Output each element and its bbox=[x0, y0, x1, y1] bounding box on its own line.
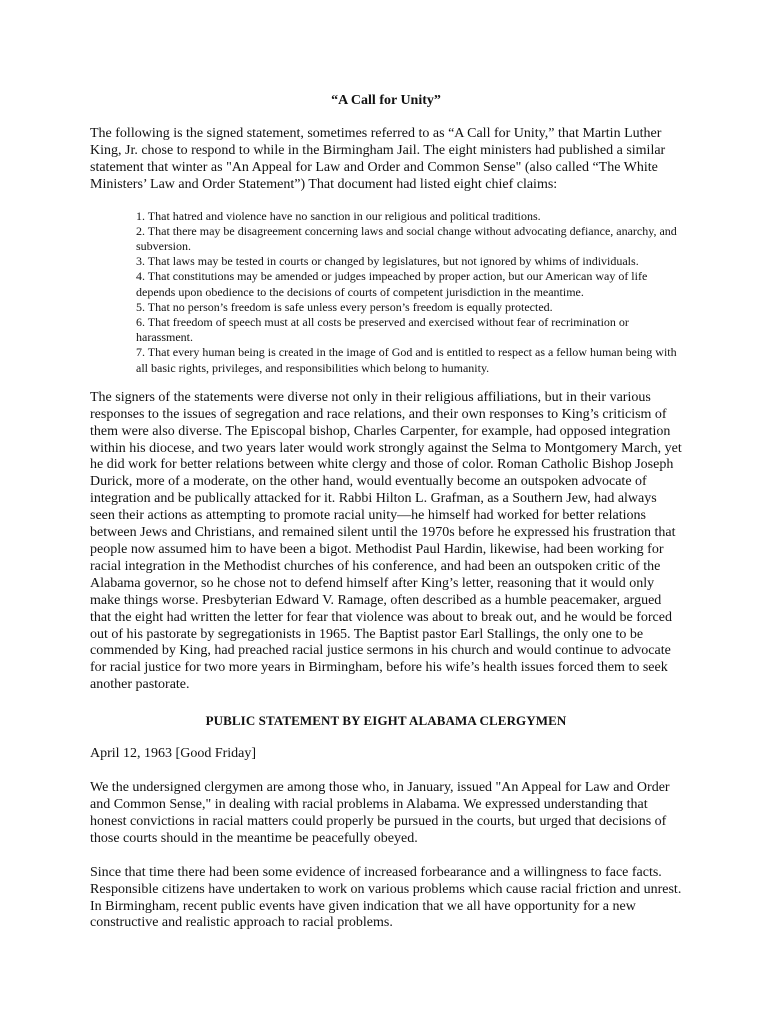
statement-date: April 12, 1963 [Good Friday] bbox=[90, 746, 257, 762]
signers-paragraph: The signers of the statements were diverse not only in their religious affiliations, but in their various responses to the issues of segregation and race relations, and their own responses to King’s criticism of them were also diverse. The Episcopal bishop, Charles Carpenter, for example, had opposed integration within his diocese, and two years later would work strongly against the Selma to Montgomery March, yet he did work for better relations between white clergy and those of color. Roman Catholic Bishop Joseph Durick, more of a moderate, on the other hand, would eventually become an outspoken advocate of integration and be publically attacked for it. Rabbi Hilton L. Grafman, as a Southern Jew, had always seen their actions as attempting to promote racial unity—he himself had worked for better relations between Jews and Christians, and remained silent until the 1970s before he expressed his frustration that people now assumed him to have been a bigot. Methodist Paul Hardin, likewise, had been working for racial integration in the Methodist churches of his conference, and had been an outspoken critic of the Alabama governor, so he chose not to defend himself after King’s letter, reasoning that it would only make things worse. Presbyterian Edward V. Ramage, often described as a humble peacemaker, argued that the eight had written the letter for fear that violence was about to break out, and he would be forced out of his pastorate by segregationists in 1965. The Baptist pastor Earl Stallings, the only one to be commended by King, had preached racial justice sermons in his church and would continue to advocate for racial justice for two more years in Birmingham, before his wife’s health issues forced them to seek another pastorate. bbox=[90, 389, 682, 693]
document-title: “A Call for Unity” bbox=[331, 93, 441, 108]
claim-item: 5. That no person’s freedom is safe unless every person’s freedom is equally protected. bbox=[136, 299, 553, 314]
intro-paragraph: The following is the signed statement, sometimes referred to as “A Call for Unity,” that Martin Luther King, Jr. chose to respond to while in the Birmingham Jail. The eight ministers had published a similar statement that winter as "An Appeal for Law and Order and Common Sense" (also called “The White Ministers’ Law and Order Statement”) That document had listed eight chief claims: bbox=[90, 126, 666, 192]
statement-paragraph-1: We the undersigned clergymen are among those who, in January, issued "An Appeal for Law and Order and Common Sense," in dealing with racial problems in Alabama. We expressed understanding that honest convictions in racial matters could properly be pursued in the courts, but urged that decisions of those courts should in the meantime be peacefully obeyed. bbox=[90, 780, 670, 846]
document-page bbox=[90, 92, 682, 932]
statement-heading: PUBLIC STATEMENT BY EIGHT ALABAMA CLERGYMEN bbox=[205, 713, 567, 729]
statement-paragraph-2: Since that time there had been some evidence of increased forbearance and a willingness to face facts. Responsible citizens have undertaken to work on various problems which cause racial friction and unrest. In Birmingham, recent public events have given indication that we all have opportunity for a new constructive and realistic approach to racial problems. bbox=[90, 864, 682, 931]
claim-item: 4. That constitutions may be amended or judges impeached by proper action, but our American way of life depends upon obedience to the decisions of courts of competent jurisdiction in the meantime. bbox=[136, 269, 648, 299]
claim-item: 7. That every human being is created in the image of God and is entitled to respect as a fellow human being with all basic rights, privileges, and responsibilities which belong to humanity. bbox=[136, 345, 677, 375]
claim-item: 3. That laws may be tested in courts or changed by legislatures, but not ignored by whims of individuals. bbox=[136, 254, 639, 269]
claim-item: 1. That hatred and violence have no sanction in our religious and political traditions. bbox=[136, 208, 541, 223]
claim-item: 6. That freedom of speech must at all costs be preserved and exercised without fear of recrimination or harassment. bbox=[136, 315, 629, 345]
claims-list bbox=[136, 209, 684, 376]
claim-item: 2. That there may be disagreement concerning laws and social change without advocating defiance, anarchy, and subversion. bbox=[136, 223, 677, 254]
